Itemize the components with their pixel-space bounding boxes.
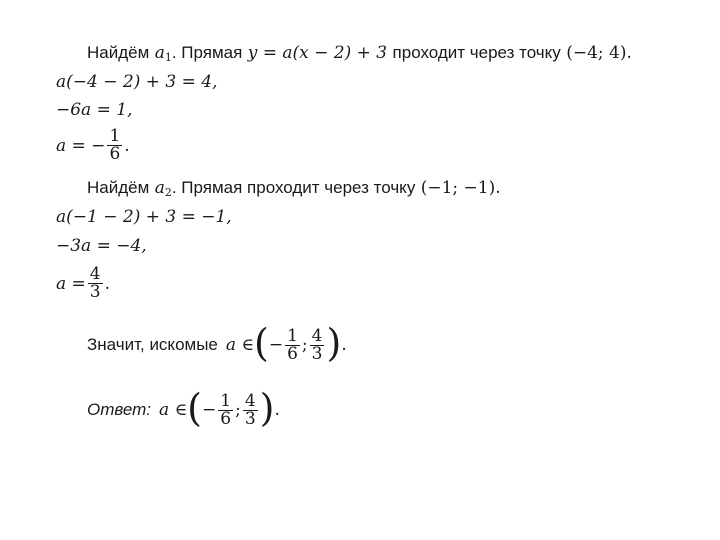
conclusion-expr: a ∈ [225, 335, 255, 355]
conclusion-line [87, 321, 347, 365]
equation-3-end: . [124, 135, 130, 156]
block1-intro: Найдём [87, 43, 150, 62]
fraction-denominator: 6 [220, 408, 232, 429]
right-paren: ) [259, 386, 275, 430]
conclusion-fraction-2 [310, 325, 325, 364]
fraction-denominator: 3 [89, 282, 101, 302]
answer-line [87, 386, 280, 430]
conclusion-text: Значит, искомые [87, 335, 218, 354]
answer-label: Ответ: [87, 400, 152, 419]
conclusion-sign: − [268, 335, 284, 355]
block2-intro: Найдём [87, 178, 150, 197]
block1-sub: 1 [164, 51, 172, 64]
left-paren: ( [187, 386, 202, 430]
equation-6-end: . [104, 273, 111, 294]
block1-header [87, 42, 632, 69]
block2-var: a [154, 178, 165, 198]
fraction-denominator: 3 [244, 408, 256, 429]
equation-3 [56, 128, 130, 163]
equation-4: a(−1 − 2) + 3 = −1, [56, 207, 232, 227]
equation-6-lhs: a = [56, 273, 86, 294]
fraction-4-3 [88, 266, 103, 301]
fraction-denominator: 3 [311, 343, 323, 364]
fraction-numerator: 1 [287, 325, 298, 346]
right-paren: ) [326, 321, 342, 365]
equation-2: −6a = 1, [56, 100, 133, 120]
equation-5: −3a = −4, [56, 236, 147, 256]
block1-through: проходит через точку [392, 43, 561, 62]
block2-sub: 2 [164, 186, 172, 199]
answer-fraction-2 [243, 390, 258, 429]
conclusion-end: . [341, 335, 347, 355]
fraction-numerator: 1 [109, 126, 121, 146]
fraction-numerator: 4 [89, 264, 101, 284]
conclusion-separator: ; [301, 335, 308, 355]
block2-text: . Прямая проходит через точку [171, 178, 416, 197]
conclusion-fraction-1 [285, 325, 300, 364]
block1-var: a [154, 43, 165, 63]
block1-text: . Прямая [171, 43, 243, 62]
block2-point: (−1; −1). [420, 178, 501, 198]
equation-6 [56, 266, 110, 301]
answer-expr: a ∈ [159, 400, 188, 420]
fraction-denominator: 6 [109, 144, 121, 164]
block1-point: (−4; 4). [566, 43, 632, 63]
equation-1: a(−4 − 2) + 3 = 4, [56, 72, 218, 92]
block2-header [87, 177, 501, 204]
answer-sign: − [202, 400, 217, 420]
answer-end: . [274, 400, 280, 420]
fraction-numerator: 4 [244, 390, 256, 411]
fraction-denominator: 6 [287, 343, 298, 364]
left-paren: ( [254, 321, 269, 365]
fraction-numerator: 1 [220, 390, 232, 411]
equation-3-lhs: a = − [56, 135, 106, 156]
answer-separator: ; [235, 400, 241, 420]
block1-equation: y = a(x − 2) + 3 [247, 43, 388, 63]
answer-fraction-1 [218, 390, 233, 429]
fraction-numerator: 4 [311, 325, 323, 346]
fraction-1-6 [107, 128, 122, 163]
